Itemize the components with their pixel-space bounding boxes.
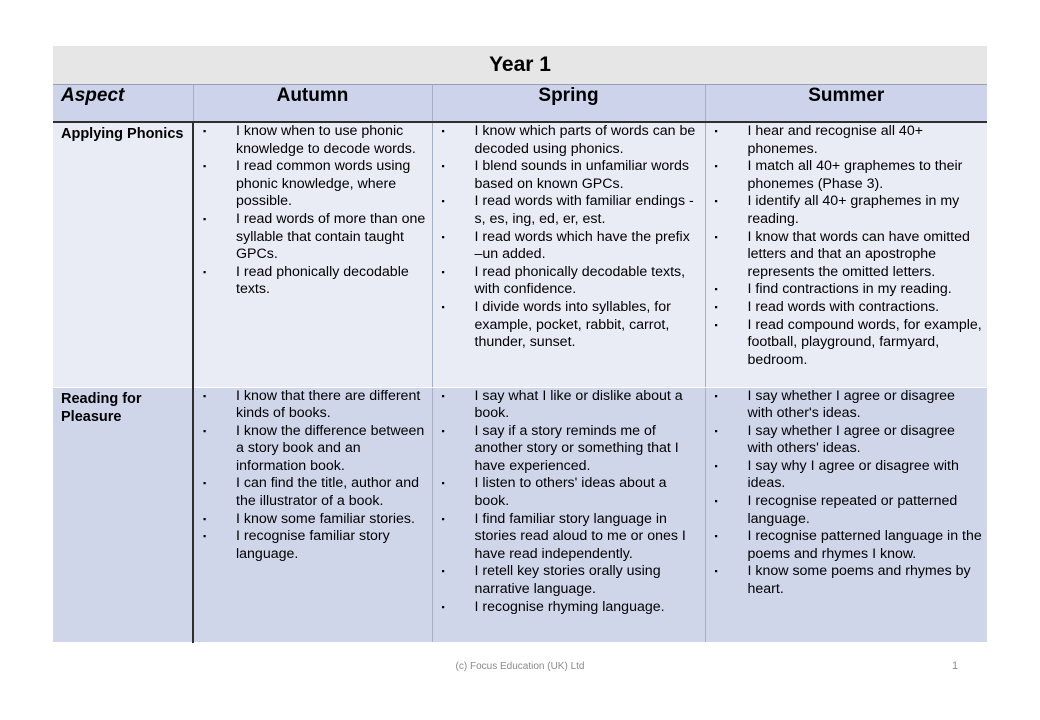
objective-text: I read words with contractions.	[747, 298, 940, 315]
objective-text: I read phonically decodable texts.	[236, 263, 409, 298]
objective-text: I can find the title, author and the illustrator of a book.	[236, 475, 419, 510]
square-bullet-icon: ▪	[203, 126, 207, 136]
summer-cell	[705, 387, 987, 642]
list-item	[706, 563, 984, 598]
objective-text: I say if a story reminds me of another story or something that I have experienced.	[474, 422, 679, 474]
list-item	[706, 193, 984, 228]
list-item	[194, 388, 428, 423]
objective-text: I say what I like or dislike about a book.	[474, 387, 683, 422]
square-bullet-icon: ▪	[441, 425, 445, 436]
objective-text: I identify all 40+ graphemes in my reading.	[747, 193, 960, 227]
square-bullet-icon: ▪	[714, 390, 718, 401]
square-bullet-icon: ▪	[714, 566, 718, 577]
objective-text: I read common words using phonic knowledge, where possible.	[236, 158, 411, 210]
spring-cell	[432, 387, 705, 642]
autumn-objectives-list	[194, 123, 432, 301]
objective-text: I know that there are different kinds of books.	[236, 387, 421, 422]
square-bullet-icon: ▪	[441, 601, 445, 612]
table-body	[53, 122, 987, 642]
square-bullet-icon: ▪	[714, 196, 718, 207]
square-bullet-icon: ▪	[203, 266, 207, 277]
table-row	[53, 122, 987, 387]
spring-objectives-list	[433, 123, 705, 354]
objective-text: I find familiar story language in stories read aloud to me or ones I have read independently.	[474, 510, 686, 562]
list-item	[706, 528, 984, 563]
footer-copyright: (c) Focus Education (UK) Ltd	[455, 661, 585, 672]
list-item	[706, 388, 984, 423]
objective-text: I say whether I agree or disagree with others' ideas.	[747, 422, 955, 457]
curriculum-sheet	[53, 46, 987, 643]
list-item	[194, 423, 428, 476]
list-item	[433, 264, 701, 299]
square-bullet-icon: ▪	[441, 161, 445, 172]
objective-text: I know some familiar stories.	[236, 510, 415, 527]
list-item	[433, 599, 701, 617]
square-bullet-icon: ▪	[441, 390, 445, 401]
square-bullet-icon: ▪	[203, 531, 207, 542]
list-item	[433, 388, 701, 423]
objective-text: I read words with familiar endings - s, es, ing, ed, er, est.	[474, 193, 694, 227]
list-item	[433, 229, 701, 264]
autumn-cell	[193, 387, 432, 642]
objective-text: I know which parts of words can be decoded using phonics.	[474, 123, 696, 157]
square-bullet-icon: ▪	[714, 460, 718, 471]
spring-cell	[432, 122, 705, 387]
list-item	[194, 123, 428, 158]
square-bullet-icon: ▪	[441, 478, 445, 489]
square-bullet-icon: ▪	[441, 126, 445, 136]
square-bullet-icon: ▪	[441, 266, 445, 277]
objective-text: I blend sounds in unfamiliar words based on known GPCs.	[474, 158, 690, 192]
square-bullet-icon: ▪	[714, 126, 718, 136]
header-summer: Summer	[705, 85, 987, 123]
summer-cell	[705, 122, 987, 387]
square-bullet-icon: ▪	[714, 161, 718, 172]
spring-objectives-list	[433, 388, 705, 619]
objective-text: I read words which have the prefix –un added.	[474, 228, 690, 263]
list-item	[194, 211, 428, 264]
square-bullet-icon: ▪	[441, 231, 445, 242]
square-bullet-icon: ▪	[714, 319, 718, 330]
list-item	[433, 563, 701, 598]
header-autumn: Autumn	[193, 85, 432, 123]
square-bullet-icon: ▪	[714, 284, 718, 295]
list-item	[433, 475, 701, 510]
list-item	[194, 264, 428, 299]
aspect-label: Reading for Pleasure	[53, 387, 193, 642]
list-item	[194, 475, 428, 510]
square-bullet-icon: ▪	[203, 513, 207, 524]
table-row	[53, 387, 987, 642]
objective-text: I say why I agree or disagree with ideas.	[747, 457, 959, 492]
list-item	[706, 229, 984, 282]
objective-text: I hear and recognise all 40+ phonemes.	[747, 123, 923, 157]
list-item	[706, 158, 984, 193]
objective-text: I know some poems and rhymes by heart.	[747, 563, 971, 598]
objective-text: I know the difference between a story book and an information book.	[236, 422, 425, 474]
objective-text: I recognise patterned language in the poems and rhymes I know.	[747, 528, 982, 562]
square-bullet-icon: ▪	[714, 531, 718, 542]
objective-text: I find contractions in my reading.	[747, 281, 952, 298]
list-item	[706, 299, 984, 317]
list-item	[706, 317, 984, 370]
header-row	[53, 85, 987, 123]
square-bullet-icon: ▪	[203, 213, 207, 224]
list-item	[194, 528, 428, 563]
list-item	[433, 158, 701, 193]
list-item	[706, 493, 984, 528]
list-item	[706, 458, 984, 493]
square-bullet-icon: ▪	[203, 478, 207, 489]
list-item	[194, 511, 428, 529]
list-item	[433, 423, 701, 476]
objective-text: I read compound words, for example, football, playground, farmyard, bedroom.	[747, 316, 982, 368]
summer-objectives-list	[706, 123, 988, 371]
objective-text: I say whether I agree or disagree with other's ideas.	[747, 387, 955, 422]
objective-text: I read words of more than one syllable that contain taught GPCs.	[236, 210, 426, 263]
square-bullet-icon: ▪	[441, 513, 445, 524]
objective-text: I divide words into syllables, for example, pocket, rabbit, carrot, thunder, sunset.	[474, 298, 671, 351]
list-item	[433, 299, 701, 352]
square-bullet-icon: ▪	[714, 231, 718, 242]
objective-text: I retell key stories orally using narrative language.	[474, 563, 661, 598]
list-item	[433, 193, 701, 228]
objective-text: I recognise repeated or patterned language.	[747, 493, 958, 527]
objective-text: I recognise rhyming language.	[474, 598, 665, 615]
list-item	[706, 281, 984, 299]
objective-text: I know that words can have omitted letters and that an apostrophe represents the omitted letters.	[747, 228, 970, 280]
square-bullet-icon: ▪	[203, 425, 207, 436]
autumn-cell	[193, 122, 432, 387]
page-number: 1	[952, 660, 959, 672]
objective-text: I read phonically decodable texts, with confidence.	[474, 263, 686, 298]
square-bullet-icon: ▪	[714, 301, 718, 312]
list-item	[706, 123, 984, 158]
objective-text: I recognise familiar story language.	[236, 528, 390, 562]
objective-text: I match all 40+ graphemes to their phonemes (Phase 3).	[747, 158, 963, 192]
square-bullet-icon: ▪	[714, 496, 718, 507]
list-item	[433, 123, 701, 158]
list-item	[706, 423, 984, 458]
list-item	[194, 158, 428, 211]
aspect-label: Applying Phonics	[53, 122, 193, 387]
square-bullet-icon: ▪	[714, 425, 718, 436]
square-bullet-icon: ▪	[441, 196, 445, 207]
table-title: Year 1	[53, 46, 987, 85]
summer-objectives-list	[706, 388, 988, 601]
autumn-objectives-list	[194, 388, 432, 566]
curriculum-table	[53, 46, 987, 643]
list-item	[433, 511, 701, 564]
square-bullet-icon: ▪	[203, 161, 207, 172]
header-aspect: Aspect	[53, 85, 193, 123]
objective-text: I know when to use phonic knowledge to decode words.	[236, 123, 416, 157]
square-bullet-icon: ▪	[203, 390, 207, 401]
square-bullet-icon: ▪	[441, 301, 445, 312]
square-bullet-icon: ▪	[441, 566, 445, 577]
objective-text: I listen to others' ideas about a book.	[474, 475, 667, 510]
header-spring: Spring	[432, 85, 705, 123]
